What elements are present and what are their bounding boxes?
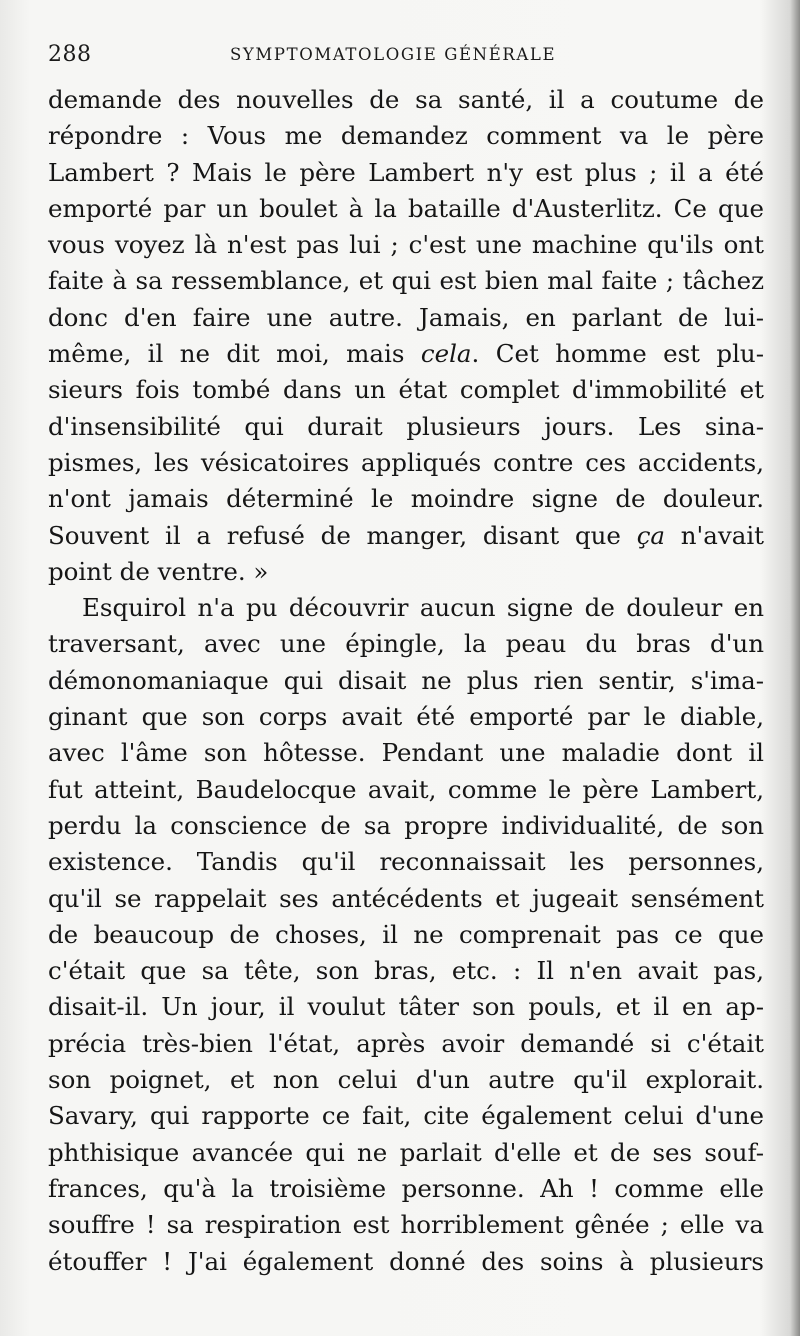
text-line: souffre ! sa respiration est horriblement gênée ; elle va [48, 1210, 764, 1240]
running-title: SYMPTOMATOLOGIE GÉNÉRALE [230, 45, 557, 64]
text-line: donc d'en faire une autre. Jamais, en parlant de lui- [48, 302, 764, 332]
text-line: demande des nouvelles de sa santé, il a coutume de [48, 85, 764, 114]
text-line: démonomaniaque qui disait ne plus rien sentir, s'ima- [48, 665, 764, 695]
italic-word: ça [636, 520, 666, 550]
text-line: fut atteint, Baudelocque avait, comme le père Lambert, [48, 774, 764, 804]
text-line: traversant, avec une épingle, la peau du bras d'un [48, 629, 764, 659]
text-line: vous voyez là n'est pas lui ; c'est une machine qu'ils ont [48, 230, 764, 260]
text-line: phthisique avancée qui ne parlait d'elle et de ses souf- [48, 1137, 764, 1167]
text-line: frances, qu'à la troisième personne. Ah ! comme elle [48, 1173, 764, 1203]
text-line: répondre : Vous me demandez comment va le père [48, 121, 764, 151]
text-line: d'insensibilité qui durait plusieurs jours. Les sina- [48, 411, 764, 441]
text-line: étouffer ! J'ai également donné des soins à plusieurs [48, 1246, 764, 1276]
text-line: n'ont jamais déterminé le moindre signe de douleur. [48, 484, 764, 514]
text-line: son poignet, et non celui d'un autre qu'il explorait. [48, 1065, 764, 1095]
text-segment: Souvent il a refusé de manger, disant que [48, 520, 621, 550]
text-line: avec l'âme son hôtesse. Pendant une maladie dont il [48, 738, 764, 768]
text-segment: . Cet homme est plu- [471, 339, 764, 369]
text-line: sieurs fois tombé dans un état complet d'immobilité et [48, 375, 764, 405]
text-line: Esquirol n'a pu découvrir aucun signe de douleur en [82, 593, 764, 623]
text-line: point de ventre. » [48, 556, 269, 586]
text-segment: n'avait [665, 520, 765, 550]
text-line: qu'il se rappelait ses antécédents et jugeait sensément [48, 883, 764, 913]
text-line: Savary, qui rapporte ce fait, cite également celui d'une [48, 1101, 764, 1131]
italic-word: cela [420, 339, 472, 369]
text-line: Lambert ? Mais le père Lambert n'y est plus ; il a été [48, 157, 764, 187]
text-line: existence. Tandis qu'il reconnaissait les personnes, [48, 847, 764, 877]
text-line: pismes, les vésicatoires appliqués contre ces accidents, [48, 447, 764, 477]
page-number: 288 [48, 42, 92, 67]
running-head [48, 42, 768, 72]
text-segment: même, il ne dit moi, mais [48, 339, 405, 369]
text-line: perdu la conscience de sa propre individualité, de son [48, 810, 764, 840]
text-line: précia très-bien l'état, après avoir demandé si c'était [48, 1028, 764, 1058]
text-line: disait-il. Un jour, il voulut tâter son pouls, et il en ap- [48, 992, 764, 1022]
text-line: ginant que son corps avait été emporté par le diable, [48, 702, 764, 732]
text-line: emporté par un boulet à la bataille d'Austerlitz. Ce que [48, 193, 764, 223]
text-line [48, 336, 764, 372]
text-line [48, 518, 764, 554]
text-line: de beaucoup de choses, il ne comprenait pas ce que [48, 919, 764, 949]
text-line: faite à sa ressemblance, et qui est bien mal faite ; tâchez [48, 266, 764, 296]
body-text [48, 82, 764, 1280]
text-line: c'était que sa tête, son bras, etc. : Il n'en avait pas, [48, 956, 764, 986]
